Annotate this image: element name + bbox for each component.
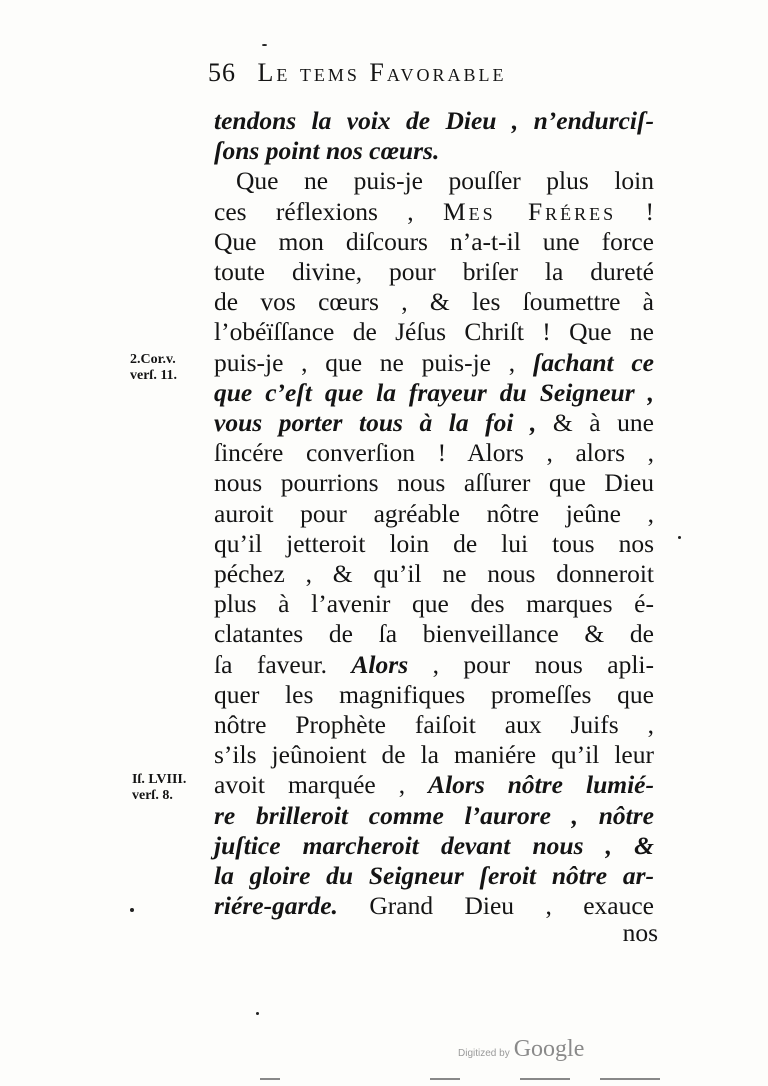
text-line bbox=[214, 680, 654, 710]
italic-run: riére-garde. bbox=[214, 891, 338, 921]
text-line bbox=[214, 891, 654, 921]
scan-speck bbox=[678, 536, 681, 539]
text-run: nous pourrions nous aſſurer que Dieu bbox=[214, 468, 654, 498]
text-line bbox=[214, 106, 654, 136]
italic-run: ſachant ce bbox=[532, 347, 654, 377]
italic-run: vous porter tous à la foi , bbox=[214, 408, 537, 437]
scan-artifact bbox=[430, 1078, 460, 1080]
italic-run: re brilleroit comme l’aurore , nôtre bbox=[214, 800, 654, 830]
text-line bbox=[214, 529, 654, 559]
text-run: , pour nous apli- bbox=[408, 649, 654, 679]
text-line bbox=[236, 166, 654, 196]
text-run: Que mon diſcours n’a-t-il une force bbox=[214, 226, 654, 256]
text-line bbox=[214, 710, 654, 740]
margin-note-cor bbox=[130, 352, 177, 384]
text-line bbox=[214, 317, 654, 347]
text-run: avoit marquée , bbox=[214, 770, 429, 800]
text-run: puis-je , que ne puis-je , bbox=[214, 347, 533, 377]
text-line bbox=[214, 861, 654, 891]
text-run: clatantes de ſa bienveillance & de bbox=[214, 619, 654, 649]
text-line bbox=[214, 136, 654, 166]
text-line bbox=[214, 378, 654, 408]
text-run: auroit pour agréable nôtre jeûne , bbox=[214, 498, 654, 528]
italic-run: que c’eſt que la frayeur du Seigneur , bbox=[214, 377, 654, 407]
text-line bbox=[214, 227, 654, 257]
text-line bbox=[214, 287, 654, 317]
text-run: Que ne puis-je pouſſer plus loin bbox=[236, 166, 654, 196]
catchword: nos bbox=[622, 918, 658, 947]
running-title: Le tems Favorable bbox=[257, 58, 507, 87]
text-line bbox=[214, 740, 654, 770]
scan-artifact bbox=[260, 1078, 280, 1080]
italic-run: juſtice marcheroit devant nous , & bbox=[214, 830, 654, 860]
text-run: ces réflexions , bbox=[214, 196, 443, 226]
text-run: de vos cœurs , & les ſoumettre à bbox=[214, 287, 654, 317]
running-header bbox=[208, 58, 608, 88]
scan-speck bbox=[256, 1012, 259, 1015]
text-line bbox=[214, 801, 654, 831]
italic-run: tendons la voix de Dieu , n’endurciſ- bbox=[214, 106, 654, 135]
scan-artifact bbox=[520, 1078, 570, 1080]
text-run: Grand Dieu , exauce bbox=[337, 891, 654, 921]
digitized-label: Digitized by bbox=[458, 1048, 510, 1059]
text-line bbox=[214, 619, 654, 649]
text-line bbox=[214, 499, 654, 529]
text-run: nôtre Prophète faiſoit aux Juifs , bbox=[214, 710, 654, 739]
text-run: toute divine, pour briſer la dureté bbox=[214, 257, 654, 286]
digitized-watermark bbox=[458, 1036, 584, 1063]
text-run: & à une bbox=[536, 408, 654, 437]
text-run: qu’il jetteroit loin de lui tous nos bbox=[214, 528, 654, 558]
text-run: l’obéïſſance de Jéſus Chriſt ! Que ne bbox=[214, 317, 654, 347]
text-run: ! bbox=[616, 196, 654, 226]
margin-note-line: verſ. 8. bbox=[132, 788, 173, 803]
text-line bbox=[214, 197, 654, 227]
text-line bbox=[214, 589, 654, 619]
text-line bbox=[214, 770, 654, 800]
text-run: péchez , & qu’il ne nous donneroit bbox=[214, 559, 654, 588]
text-line bbox=[214, 348, 654, 378]
text-line bbox=[214, 650, 654, 680]
text-run: ſincére converſion ! Alors , alors , bbox=[214, 438, 654, 468]
text-line bbox=[214, 408, 654, 438]
page-number: 56 bbox=[208, 58, 236, 87]
text-run: ſa faveur. bbox=[214, 649, 352, 679]
text-line bbox=[214, 257, 654, 287]
margin-note-line: Iſ. LVIII. bbox=[132, 772, 187, 787]
text-line bbox=[214, 831, 654, 861]
text-line bbox=[214, 438, 654, 468]
text-line bbox=[214, 559, 654, 589]
italic-run: Alors bbox=[351, 649, 409, 679]
italic-run: ſons point nos cœurs. bbox=[214, 136, 440, 166]
text-run: plus à l’avenir que des marques é- bbox=[214, 589, 654, 619]
scan-speck bbox=[262, 44, 267, 46]
scan-artifact bbox=[600, 1078, 660, 1080]
italic-run: la gloire du Seigneur ſeroit nôtre ar- bbox=[214, 861, 654, 890]
text-line bbox=[214, 468, 654, 498]
italic-run: Alors nôtre lumié- bbox=[428, 770, 654, 800]
margin-note-isaiah bbox=[132, 772, 186, 804]
margin-note-line: 2.Cor.v. bbox=[130, 352, 176, 367]
small-caps-run: Mes Fréres bbox=[442, 196, 617, 226]
margin-note-line: verſ. 11. bbox=[130, 368, 178, 383]
text-run: quer les magnifiques promeſſes que bbox=[214, 679, 654, 709]
scan-speck bbox=[130, 908, 134, 912]
google-logo: Google bbox=[513, 1036, 585, 1062]
text-run: s’ils jeûnoient de la maniére qu’il leur bbox=[214, 740, 654, 770]
